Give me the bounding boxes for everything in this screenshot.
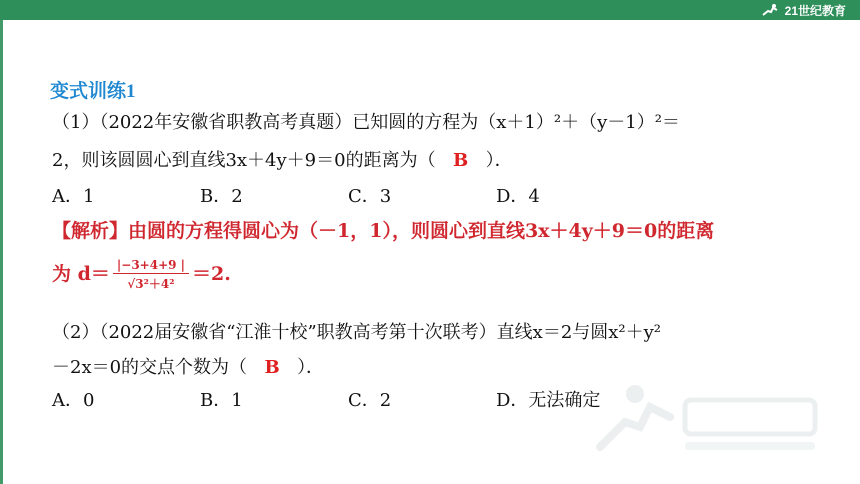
watermark-logo xyxy=(595,372,825,462)
solution-prefix: 为 d＝ xyxy=(52,263,110,285)
solution-line2 xyxy=(52,258,231,292)
q1-stem-end: ）． xyxy=(485,150,513,171)
solution-line1: 【解析】由圆的方程得圆心为（－1，1），则圆心到直线3x＋4y＋9＝0的距离 xyxy=(52,220,715,242)
q1-option-c: C．3 xyxy=(348,186,392,207)
solution-result: ＝2. xyxy=(192,263,231,285)
q1-options xyxy=(52,182,644,208)
brand-logo xyxy=(759,2,846,18)
q1-stem-text: 2，则该圆圆心到直线3x＋4y＋9＝0的距离为（ xyxy=(52,150,436,171)
q1-option-b: B．2 xyxy=(200,186,243,207)
q2-stem-end: ）． xyxy=(297,357,325,378)
distance-fraction xyxy=(113,258,189,292)
q1-option-d: D．4 xyxy=(496,186,540,207)
section-title: 变式训练1 xyxy=(50,81,136,102)
q1-option-a: A．1 xyxy=(52,186,95,207)
q2-answer: B xyxy=(264,357,280,378)
left-accent-line xyxy=(0,20,3,484)
q2-options xyxy=(52,386,644,412)
logo-text: 21世纪教育 xyxy=(784,3,846,18)
q1-stem-line1: （1）（2022年安徽省职教高考真题）已知圆的方程为（x＋1）²＋（y－1）²＝ xyxy=(52,112,680,133)
q2-stem-line1: （2）（2022届安徽省“江淮十校”职教高考第十次联考）直线x＝2与圆x²＋y² xyxy=(52,322,662,343)
fraction-denominator: √3²＋4² xyxy=(127,277,175,291)
q1-answer: B xyxy=(452,150,469,171)
q2-option-b: B．1 xyxy=(200,390,243,411)
q2-option-d: D．无法确定 xyxy=(496,390,601,411)
q2-option-a: A．0 xyxy=(52,390,95,411)
q2-stem-line2 xyxy=(52,353,324,379)
q1-stem-line2 xyxy=(52,146,513,172)
runner-icon xyxy=(759,3,781,17)
top-banner xyxy=(0,0,860,20)
fraction-numerator: |−3+4+9 | xyxy=(113,258,189,274)
q2-stem-text: －2x＝0的交点个数为（ xyxy=(52,357,248,378)
q2-option-c: C．2 xyxy=(348,390,392,411)
